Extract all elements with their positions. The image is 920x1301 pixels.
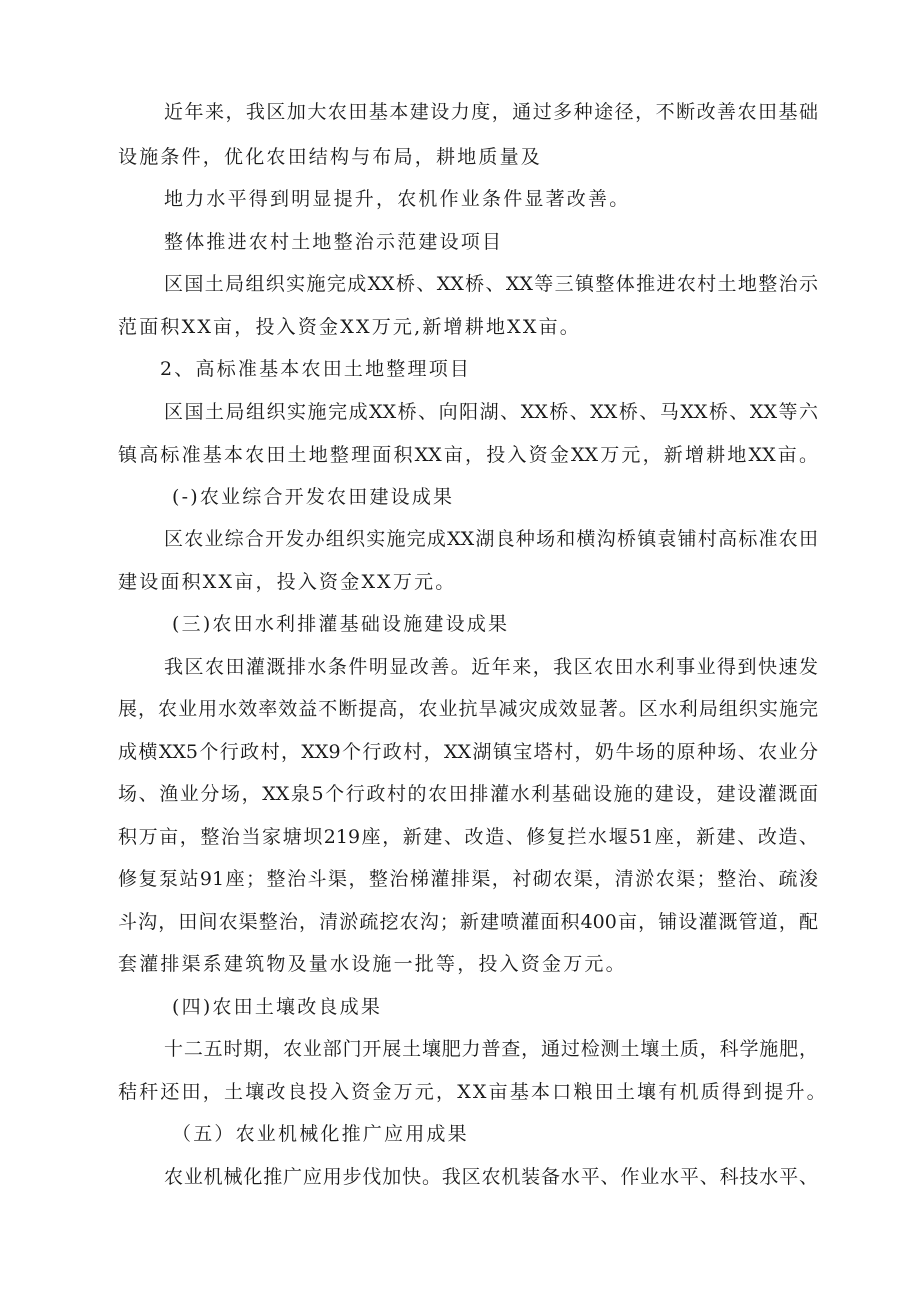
p2-line-2: 镇高标准基本农田土地整理面积XX亩，投入资金XX万元，新增耕地XX亩。 <box>118 444 818 466</box>
intro-line-1: 近年来，我区加大农田基本建设力度，通过多种途径，不断改善农田基础 <box>164 101 818 123</box>
p4-line-3: 成横XX5个行政村，XX9个行政村，XX湖镇宝塔村，奶牛场的原种场、农业分 <box>118 741 818 763</box>
p3-line-1: 区农业综合开发办组织实施完成XX湖良种场和横沟桥镇袁铺村高标准农田 <box>164 528 818 550</box>
p5-line-2: 秸秆还田，土壤改良投入资金万元，XX亩基本口粮田土壤有机质得到提升。 <box>118 1081 828 1103</box>
heading-land-consolidation: 整体推进农村土地整治示范建设项目 <box>164 231 504 253</box>
p4-line-4: 场、渔业分场，XX泉5个行政村的农田排灌水利基础设施的建设，建设灌溉面 <box>118 783 818 805</box>
p4-line-1: 我区农田灌溉排水条件明显改善。近年来，我区农田水利事业得到快速发 <box>164 656 818 678</box>
p4-line-8: 套灌排渠系建筑物及量水设施一批等，投入资金万元。 <box>118 953 627 975</box>
p1-line-2: 范面积XX亩，投入资金XX万元,新增耕地XX亩。 <box>118 316 581 338</box>
section-soil-improvement: (四)农田土壤改良成果 <box>172 996 383 1018</box>
p4-line-6: 修复泵站91座；整治斗渠，整治梯灌排渠，衬砌农渠，清淤农渠；整治、疏浚 <box>118 868 818 890</box>
section-mechanization: （五）农业机械化推广应用成果 <box>172 1123 469 1145</box>
p4-line-2: 展，农业用水效率效益不断提高，农业抗旱减灾成效显著。区水利局组织实施完 <box>118 698 818 720</box>
section-irrigation: (三)农田水利排灌基础设施建设成果 <box>172 613 510 635</box>
p3-line-2: 建设面积XX亩，投入资金XX万元。 <box>118 571 457 593</box>
intro-line-3: 地力水平得到明显提升，农机作业条件显著改善。 <box>164 188 631 210</box>
p4-line-7: 斗沟，田间农渠整治，清淤疏挖农沟；新建喷灌面积400亩，铺设灌溉管道，配 <box>118 911 818 933</box>
section-agri-development: (-)农业综合开发农田建设成果 <box>172 486 455 508</box>
p1-line-1: 区国土局组织实施完成XX桥、XX桥、XX等三镇整体推进农村土地整治示 <box>164 273 818 295</box>
p5-line-1: 十二五时期，农业部门开展土壤肥力普查，通过检测土壤土质，科学施肥， <box>164 1038 818 1060</box>
p4-line-5: 积万亩，整治当家塘坝219座，新建、改造、修复拦水堰51座，新建、改造、 <box>118 826 818 848</box>
intro-line-2: 设施条件，优化农田结构与布局，耕地质量及 <box>118 146 543 168</box>
p2-line-1: 区国土局组织实施完成XX桥、向阳湖、XX桥、XX桥、马XX桥、XX等六 <box>164 401 818 423</box>
heading-high-standard-farmland: 2、高标准基本农田土地整理项目 <box>160 358 472 380</box>
p6-line-1: 农业机械化推广应用步伐加快。我区农机装备水平、作业水平、科技水平、 <box>164 1166 818 1188</box>
